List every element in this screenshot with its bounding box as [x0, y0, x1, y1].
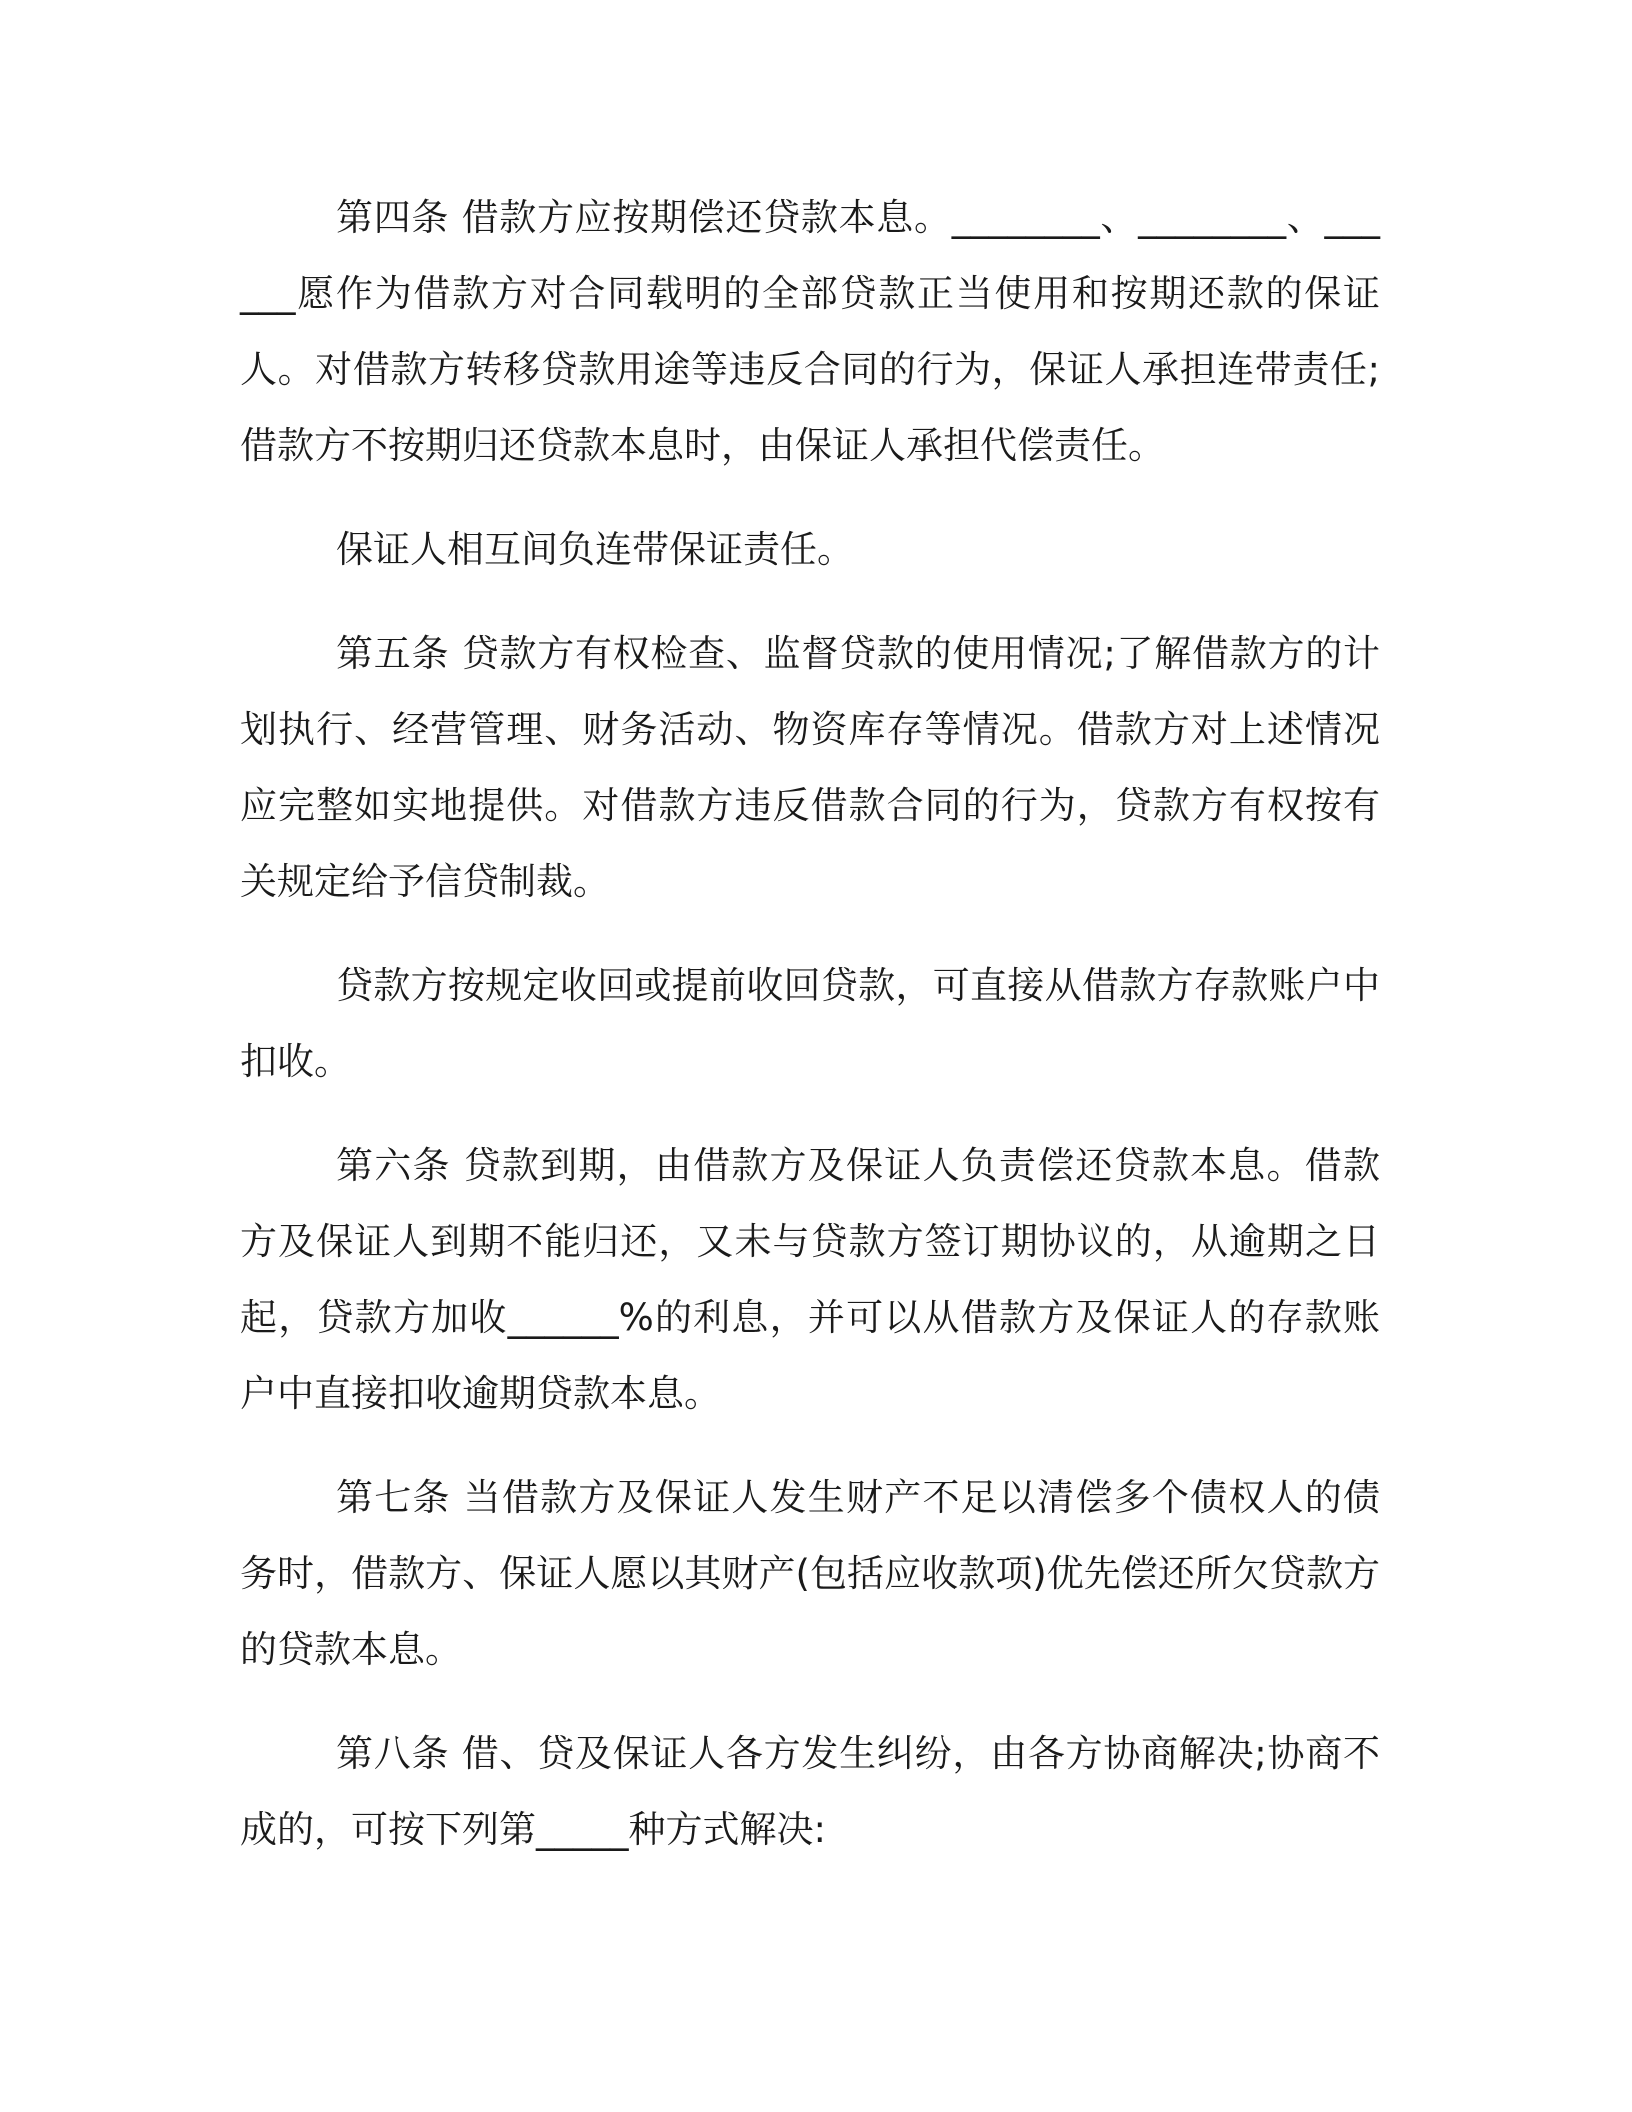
paragraph-loan-recovery: 贷款方按规定收回或提前收回贷款，可直接从借款方存款账户中扣收。: [240, 964, 1380, 1083]
document-body: [240, 180, 1380, 1896]
paragraph-guarantor-joint-liability: 保证人相互间负连带保证责任。: [336, 528, 854, 571]
paragraph-article-8: 第八条 借、贷及保证人各方发生纠纷，由各方协商解决;协商不成的，可按下列第_____种方式解决:: [240, 1732, 1380, 1851]
paragraph-article-5: 第五条 贷款方有权检查、监督贷款的使用情况;了解借款方的计划执行、经营管理、财务活动、物资库存等情况。借款方对上述情况应完整如实地提供。对借款方违反借款合同的行为，贷款方有权按有关规定给予信贷制裁。: [240, 632, 1380, 903]
paragraph-article-4: 第四条 借款方应按期偿还贷款本息。________、________、______愿作为借款方对合同载明的全部贷款正当使用和按期还款的保证人。对借款方转移贷款用途等违反合同的行为，保证人承担连带责任;借款方不按期归还贷款本息时，由保证人承担代偿责任。: [240, 196, 1380, 467]
paragraph-article-7: 第七条 当借款方及保证人发生财产不足以清偿多个债权人的债务时，借款方、保证人愿以其财产(包括应收款项)优先偿还所欠贷款方的贷款本息。: [240, 1476, 1380, 1671]
paragraph-article-6: 第六条 贷款到期，由借款方及保证人负责偿还贷款本息。借款方及保证人到期不能归还，又未与贷款方签订期协议的，从逾期之日起，贷款方加收______%的利息，并可以从借款方及保证人的存款账户中直接扣收逾期贷款本息。: [240, 1144, 1380, 1415]
